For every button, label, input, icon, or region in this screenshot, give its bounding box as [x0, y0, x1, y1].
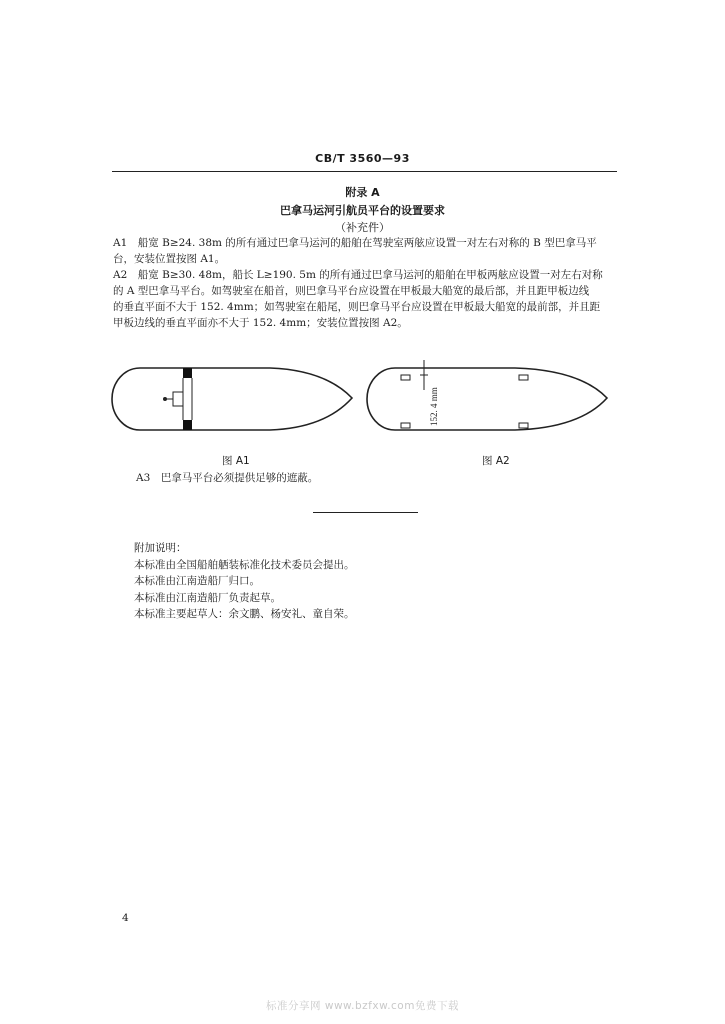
appendix-title: 巴拿马运河引航员平台的设置要求	[280, 204, 445, 217]
paragraph-line: 的 A 型巴拿马平台。如驾驶室在船首，则巴拿马平台应设置在甲板最大船宽的最后部，并且距甲板边线	[113, 285, 590, 297]
paragraph-a3: A3 巴拿马平台必须提供足够的遮蔽。	[136, 472, 319, 484]
paragraph-line: A1 船宽 B≥24. 38m 的所有通过巴拿马运河的船舶在驾驶室两舷应设置一对左右对称的 B 型巴拿马平	[113, 237, 597, 249]
separator-rule	[313, 512, 418, 513]
figure-a2-caption: 图 A2	[482, 455, 510, 467]
dimension-label: 152. 4 mm	[429, 387, 439, 426]
watermark-footer: 标准分享网 www.bzfxw.com免费下载	[266, 1000, 459, 1012]
notes-line: 本标准由江南造船厂负责起草。	[134, 591, 281, 604]
page-number: 4	[122, 912, 129, 924]
notes-heading: 附加说明：	[134, 542, 187, 554]
platform-marker	[519, 375, 528, 380]
appendix-label: 附录 A	[345, 186, 380, 199]
platform-marker	[401, 423, 410, 428]
header-rule	[112, 171, 617, 172]
notes-line: 本标准由全国船舶舾装标准化技术委员会提出。	[134, 558, 355, 571]
figure-a1-caption: 图 A1	[222, 455, 250, 467]
appendix-type: （补充件）	[335, 221, 390, 234]
paragraph-a2	[113, 267, 613, 331]
platform-marker	[401, 375, 410, 380]
platform-marker	[519, 423, 528, 428]
standard-number: CB/T 3560—93	[315, 152, 410, 165]
paragraph-line: 甲板边线的垂直平面亦不大于 152. 4mm；安装位置按图 A2。	[113, 317, 408, 329]
paragraph-line: 的垂直平面不大于 152. 4mm；如驾驶室在船尾，则巴拿马平台应设置在甲板最大船宽的最前部，并且距	[113, 301, 601, 313]
notes-line: 本标准由江南造船厂归口。	[134, 575, 260, 587]
paragraph-a1	[113, 235, 613, 267]
platform-marker	[183, 420, 192, 430]
paragraph-line: A2 船宽 B≥30. 48m，船长 L≥190. 5m 的所有通过巴拿马运河的船舶在甲板两舷应设置一对左右对称	[113, 269, 603, 281]
figure-a1-ship-plan	[110, 360, 360, 440]
paragraph-line: 台，安装位置按图 A1。	[113, 253, 226, 265]
platform-marker	[183, 368, 192, 378]
bridge-house	[173, 392, 183, 406]
notes-line: 本标准主要起草人：余文鹏、杨安礼、童自荣。	[134, 608, 355, 620]
figure-a2-ship-plan	[365, 360, 615, 440]
additional-notes	[134, 540, 355, 623]
